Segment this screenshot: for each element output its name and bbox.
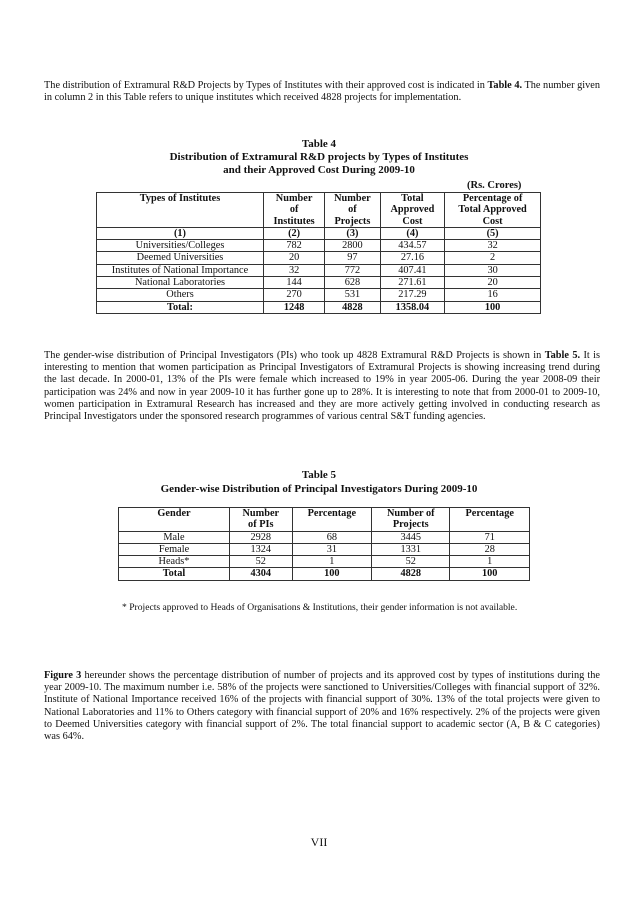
table4-header: Percentage of Total Approved Cost xyxy=(445,193,541,228)
table4-subtitle-line1: Distribution of Extramural R&D projects by Types of Institutes xyxy=(169,151,469,163)
table-row: Universities/Colleges 782 2800 434.57 32 xyxy=(97,240,541,252)
table5 xyxy=(118,507,530,581)
table4 xyxy=(96,192,541,314)
table5-total-row: Total 4304 100 4828 100 xyxy=(119,568,530,580)
table5-header-row xyxy=(119,508,530,532)
table4-header: Total Approved Cost xyxy=(380,193,445,228)
table-row: Institutes of National Importance 32 772 407.41 30 xyxy=(97,264,541,276)
table5-subtitle: Gender-wise Distribution of Principal Investigators During 2009-10 xyxy=(160,483,478,495)
table5-footnote: * Projects approved to Heads of Organisations & Institutions, their gender information is not available. xyxy=(122,602,518,613)
figure3-reference: Figure 3 xyxy=(44,670,82,681)
intro-text-continued: The number given in column 2 in this Table refers to unique institutes which received 4828 projects for implementation. xyxy=(44,80,600,104)
table5-header: Number of Projects xyxy=(372,508,450,532)
table-row: Others 270 531 217.29 16 xyxy=(97,289,541,301)
figure-text: hereunder shows the percentage distribution of number of projects and its approved cost by types of institutions during the year 2009-10. The maximum number i.e. 58% of the projects were sanctioned to Universities/Colleges with financial support of 32%. Institute of National Importance received 16% of the projects with financial support of 30%. 13% of the total projects were given to National Laboratories and 11% to Others category with financial support of 20% and 16% respectively. 2% of the projects were given to Deemed Universities category with financial support of 2%. The total financial support to academic sector (A, B & C categories) was 64%. xyxy=(44,670,601,743)
figure-paragraph xyxy=(44,670,600,743)
table4-title: Table 4 xyxy=(301,138,337,150)
intro-paragraph xyxy=(44,80,600,104)
gender-text: The gender-wise distribution of Principal Investigators (PIs) who took up 4828 Extramural R&D Projects is shown in xyxy=(44,350,545,361)
intro-text: The distribution of Extramural R&D Projects by Types of Institutes with their approved cost is indicated in xyxy=(44,80,488,91)
table5-header: Number of PIs xyxy=(230,508,293,532)
table-row: Male 2928 68 3445 71 xyxy=(119,531,530,543)
table4-header: Types of Institutes xyxy=(97,193,264,228)
table4-total-row: Total: 1248 4828 1358.04 100 xyxy=(97,301,541,313)
table4-header: Number of Projects xyxy=(325,193,380,228)
table5-title: Table 5 xyxy=(301,469,337,481)
gender-paragraph xyxy=(44,350,600,423)
table5-header: Percentage xyxy=(292,508,372,532)
table5-header: Percentage xyxy=(450,508,530,532)
table5-header: Gender xyxy=(119,508,230,532)
page-number: VII xyxy=(310,835,328,849)
table-row: Female 1324 31 1331 28 xyxy=(119,543,530,555)
gender-text-continued: It is interesting to mention that women participation as Principal Investigators of Extramural Projects is showing increasing trend during the last decade. In 2000-01, 13% of the PIs were female which increased to 19% in year 2005-06. During the year 2008-09 their participation was 24% and now in year 2009-10 it has further gone up to 28%. It is interesting to note that from 2000-01 to 2009-10, women participation in Extramural Research has increased and they are more actively getting involved in conducting research as Principal Investigators under the sponsored research programmes of various central S&T funding agencies. xyxy=(44,350,601,423)
table4-column-number-row: (1) (2) (3) (4) (5) xyxy=(97,227,541,239)
table-row: Heads* 52 1 52 1 xyxy=(119,556,530,568)
table5-reference: Table 5. xyxy=(544,350,581,361)
table4-header: Number of Institutes xyxy=(264,193,325,228)
table4-subtitle-line2: and their Approved Cost During 2009-10 xyxy=(223,164,415,176)
table4-reference: Table 4. xyxy=(487,80,523,91)
table4-unit: (Rs. Crores) xyxy=(467,180,522,191)
table4-header-row xyxy=(97,193,541,228)
table-row: National Laboratories 144 628 271.61 20 xyxy=(97,277,541,289)
table-row: Deemed Universities 20 97 27.16 2 xyxy=(97,252,541,264)
